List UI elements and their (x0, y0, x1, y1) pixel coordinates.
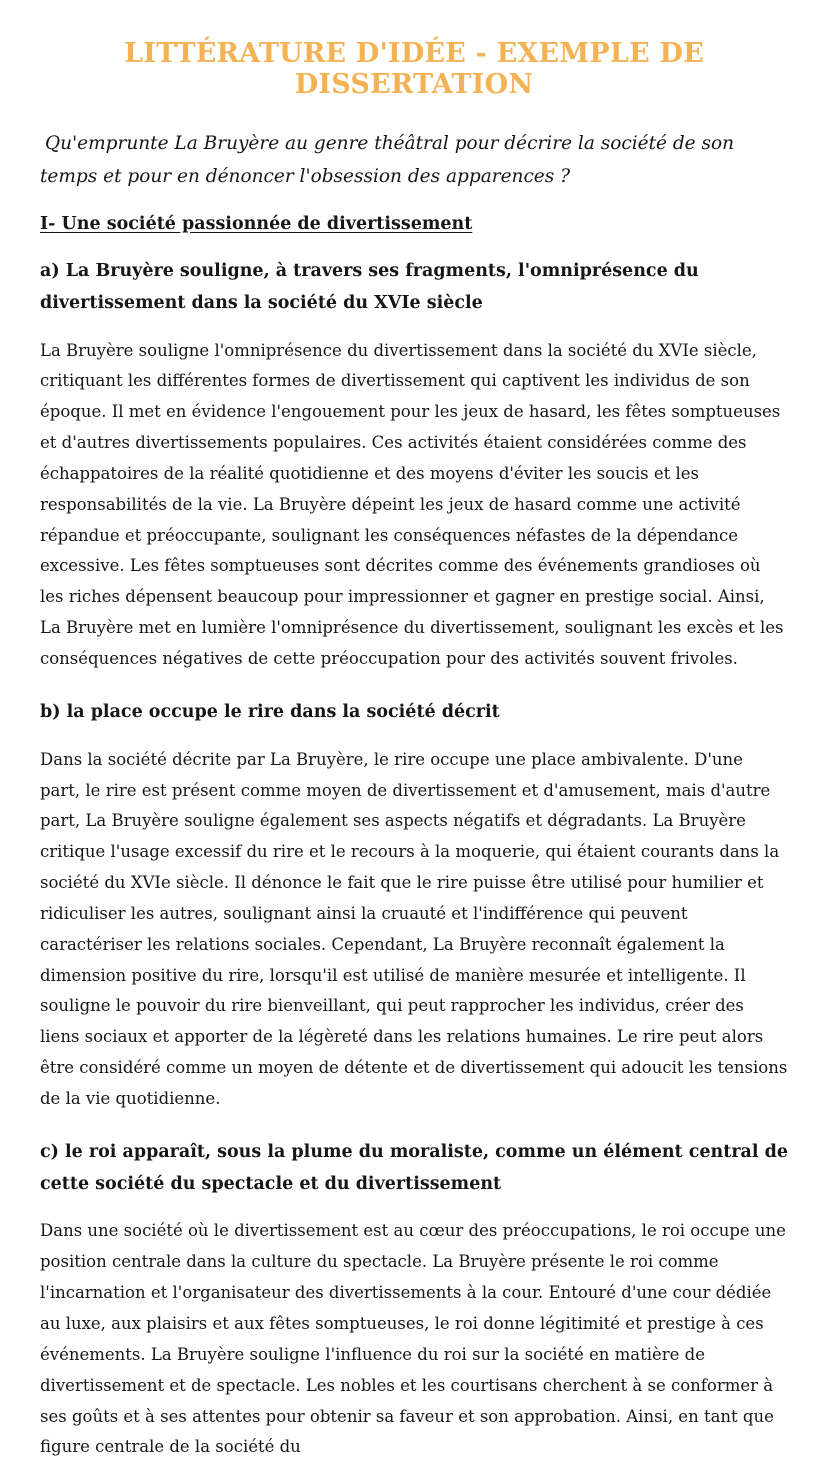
subsection-a-heading: a) La Bruyère souligne, à travers ses fragments, l'omniprésence du divertissement dans la société du XVIe siècle (40, 260, 699, 313)
subsection-a-body: La Bruyère souligne l'omniprésence du divertissement dans la société du XVIe siècle, critiquant les différentes formes de divertissement qui captivent les individus de son époque. Il met en évidence l'engouement pour les jeux de hasard, les fêtes somptueuses et d'autres divertissements populaires. Ces activités étaient considérées comme des échappatoires de la réalité quotidienne et des moyens d'éviter les soucis et les responsabilités de la vie. La Bruyère dépeint les jeux de hasard comme une activité répandue et préoccupante, soulignant les conséquences néfastes de la dépendance excessive. Les fêtes somptueuses sont décrites comme des événements grandioses où les riches dépensent beaucoup pour impressionner et gagner en prestige social. Ainsi, La Bruyère met en lumière l'omniprésence du divertissement, soulignant les excès et les conséquences négatives de cette préoccupation pour des activités souvent frivoles. (40, 340, 784, 668)
subsection-b-body: Dans la société décrite par La Bruyère, le rire occupe une place ambivalente. D'une part, le rire est présent comme moyen de divertissement et d'amusement, mais d'autre part, La Bruyère souligne également ses aspects négatifs et dégradants. La Bruyère critique l'usage excessif du rire et le recours à la moquerie, qui étaient courants dans la société du XVIe siècle. Il dénonce le fait que le rire puisse être utilisé pour humilier et ridiculiser les autres, soulignant ainsi la cruauté et l'indifférence qui peuvent caractériser les relations sociales. Cependant, La Bruyère reconnaît également la dimension positive du rire, lorsqu'il est utilisé de manière mesurée et intelligente. Il souligne le pouvoir du rire bienveillant, qui peut rapprocher les individus, créer des liens sociaux et apporter de la légèreté dans les relations humaines. Le rire peut alors être considéré comme un moyen de détente et de divertissement qui adoucit les tensions de la vie quotidienne. (40, 749, 788, 1108)
essay-question: Qu'emprunte La Bruyère au genre théâtral pour décrire la société de son temps et pour en dénoncer l'obsession des apparences ? (40, 133, 735, 187)
document-title: LITTÉRATURE D'IDÉE - EXEMPLE DE DISSERTATION (124, 38, 704, 100)
section-heading-1: I- Une société passionnée de divertissement (40, 213, 473, 234)
subsection-c-body: Dans une société où le divertissement est au cœur des préoccupations, le roi occupe une position centrale dans la culture du spectacle. La Bruyère présente le roi comme l'incarnation et l'organisateur des divertissements à la cour. Entouré d'une cour dédiée au luxe, aux plaisirs et aux fêtes somptueuses, le roi donne légitimité et prestige à ces événements. La Bruyère souligne l'influence du roi sur la société en matière de divertissement et de spectacle. Les nobles et les courtisans cherchent à se conformer à ses goûts et à ses attentes pour obtenir sa faveur et son approbation. Ainsi, en tant que figure centrale de la société du (40, 1221, 786, 1457)
subsection-c-heading: c) le roi apparaît, sous la plume du moraliste, comme un élément central de cette société du spectacle et du divertissement (40, 1141, 788, 1194)
subsection-b-heading: b) la place occupe le rire dans la société décrit (40, 701, 500, 722)
